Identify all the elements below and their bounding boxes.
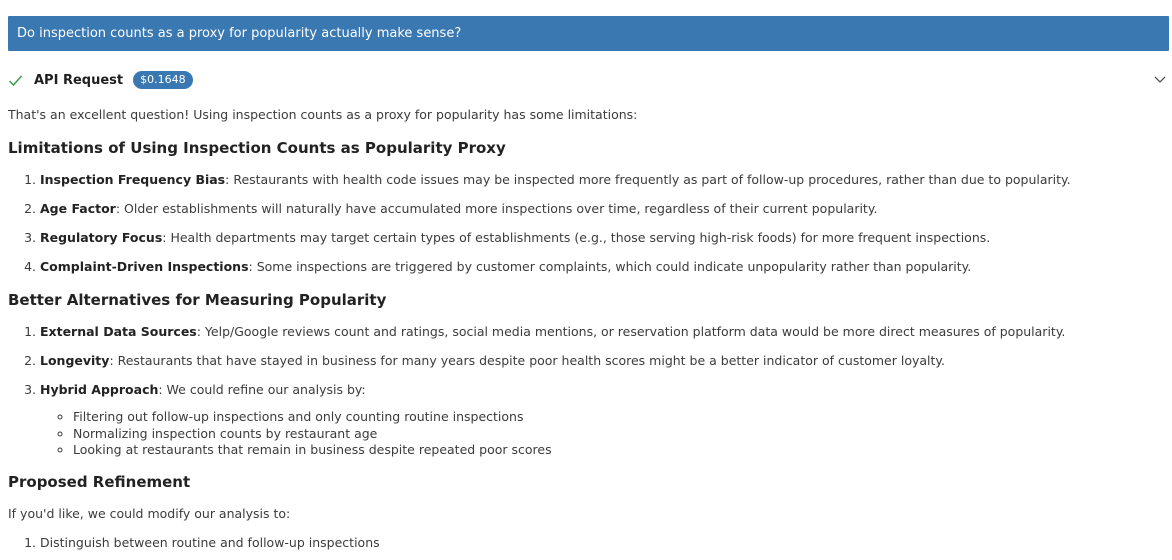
sub-list-item: ◦ Filtering out follow-up inspections and only counting routine inspections (73, 409, 1168, 426)
list-item: 2. Longevity: Restaurants that have stayed in business for many years despite poor health scores might be a better indicator of customer loyalty. (40, 352, 1168, 370)
response-content (8, 106, 1168, 552)
list-item: 3. Hybrid Approach: We could refine our analysis by: ◦ Filtering out follow-up inspections and only counting routine inspections ◦ Normalizing inspection counts by restaurant age ◦ Looking at restaurants that remain in business despite repeated poor scores (40, 381, 1168, 459)
refinement-list (8, 534, 1168, 552)
hybrid-sublist (40, 409, 1168, 459)
response-intro: That's an excellent question! Using inspection counts as a proxy for popularity has some limitations: (8, 107, 638, 122)
limitations-list (8, 171, 1168, 276)
alternatives-list (8, 323, 1168, 459)
sub-list-item: ◦ Looking at restaurants that remain in business despite repeated poor scores (73, 442, 1168, 459)
api-request-label: API Request (34, 72, 124, 88)
list-item: 1. External Data Sources: Yelp/Google reviews count and ratings, social media mentions, or reservation platform data would be more direct measures of popularity. (40, 323, 1168, 341)
cost-badge: $0.1648 (133, 71, 193, 89)
user-message-text: Do inspection counts as a proxy for popularity actually make sense? (17, 26, 462, 41)
list-item: 3. Regulatory Focus: Health departments may target certain types of establishments (e.g., those serving high-risk foods) for more frequent inspections. (40, 229, 1168, 247)
list-item: 1. Distinguish between routine and follow-up inspections (40, 534, 1168, 552)
checkmark-icon (8, 73, 23, 88)
list-item: 2. Age Factor: Older establishments will naturally have accumulated more inspections over time, regardless of their current popularity. (40, 200, 1168, 218)
list-item: 1. Inspection Frequency Bias: Restaurants with health code issues may be inspected more frequently as part of follow-up procedures, rather than due to popularity. (40, 171, 1168, 189)
user-message-bubble (8, 16, 1169, 51)
refinement-intro: If you'd like, we could modify our analysis to: (8, 505, 291, 521)
section-heading-refinement: Proposed Refinement (8, 472, 191, 491)
chevron-down-icon[interactable] (1153, 72, 1167, 86)
list-item: 4. Complaint-Driven Inspections: Some inspections are triggered by customer complaints, which could indicate unpopularity rather than popularity. (40, 258, 1168, 276)
section-heading-limitations: Limitations of Using Inspection Counts as Popularity Proxy (8, 139, 506, 157)
api-request-row[interactable] (8, 70, 1169, 90)
sub-list-item: ◦ Normalizing inspection counts by restaurant age (73, 426, 1168, 443)
section-heading-alternatives: Better Alternatives for Measuring Popularity (8, 291, 387, 309)
